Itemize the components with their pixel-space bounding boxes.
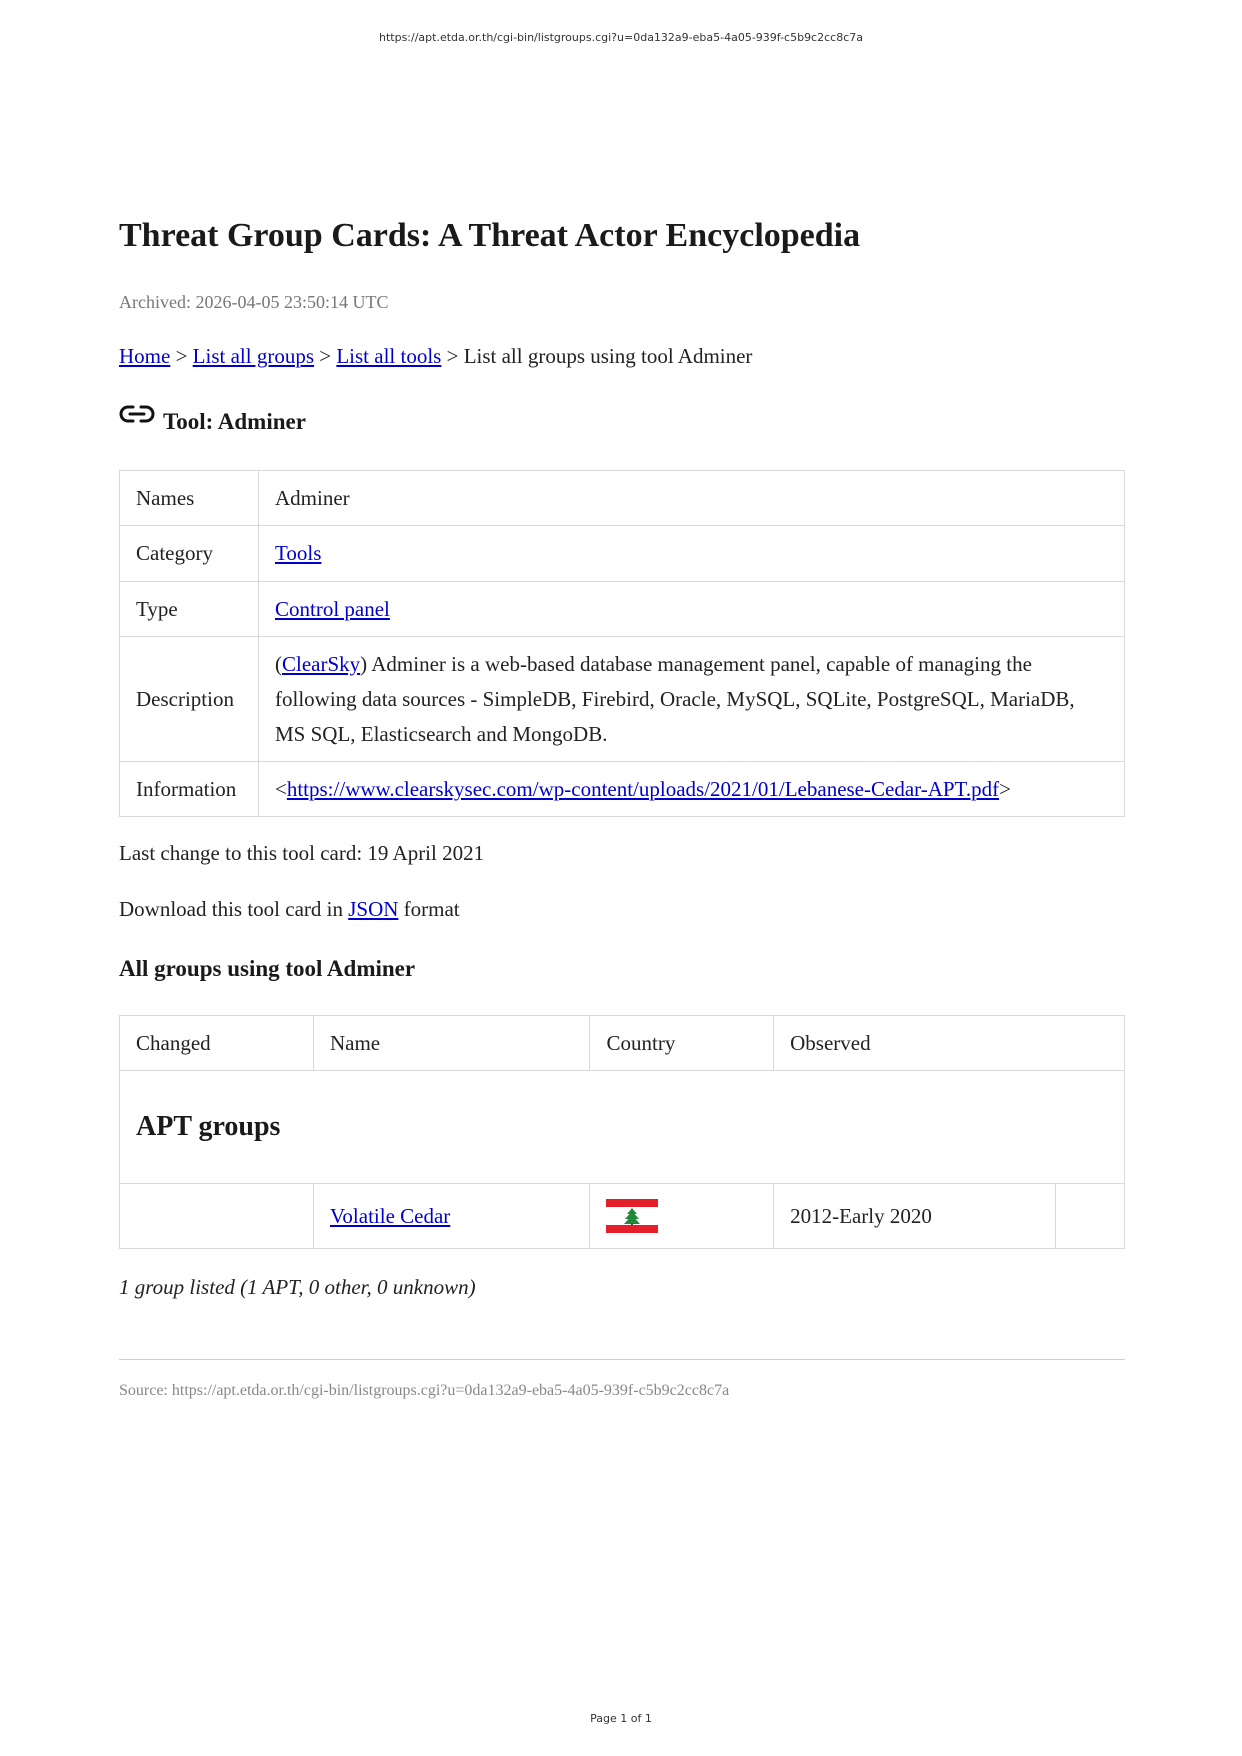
country-cell [590,1184,774,1249]
page-title: Threat Group Cards: A Threat Actor Encyclopedia [119,217,861,254]
breadcrumb-current: List all groups using tool Adminer [463,344,753,368]
breadcrumb-separator: > [446,344,459,368]
breadcrumb-list-groups-link[interactable]: List all groups [192,344,314,368]
section-row [120,1071,1125,1184]
download-line [119,895,1125,923]
tool-info-table [119,470,1125,817]
information-key: Information [120,762,259,817]
link-icon [119,402,155,426]
names-value: Adminer [259,471,1125,526]
download-prefix: Download this tool card in [119,897,343,921]
names-key: Names [120,471,259,526]
breadcrumb [119,342,1125,370]
table-row [120,1184,1125,1249]
type-cell [259,582,1125,637]
description-text: Adminer is a web-based database management panel, capable of managing the following data sources - SimpleDB, Firebird, Oracle, MySQL, SQLite, PostgreSQL, MariaDB, MS SQL, Elasticsearch and MongoDB. [275,651,1075,746]
breadcrumb-home-link[interactable]: Home [119,344,171,368]
groups-summary: 1 group listed (1 APT, 0 other, 0 unknown) [119,1275,476,1299]
extra-cell [1055,1184,1124,1249]
table-row [120,762,1125,817]
download-suffix: format [403,897,460,921]
json-download-link[interactable]: JSON [348,897,399,921]
lebanon-flag-icon [606,1199,658,1233]
table-row [120,471,1125,526]
description-cell: (ClearSky) Adminer is a web-based database management panel, capable of managing the following data sources - SimpleDB, Firebird, Oracle, MySQL, SQLite, PostgreSQL, MariaDB, MS SQL, Elasticsearch and MongoDB. [259,637,1125,762]
group-link-volatile-cedar[interactable]: Volatile Cedar [329,1203,451,1228]
category-key: Category [120,526,259,582]
page-header-url: https://apt.etda.or.th/cgi-bin/listgroups.cgi?u=0da132a9-eba5-4a05-939f-c5b9c2cc8c7a [379,31,863,44]
groups-heading: All groups using tool Adminer [119,956,416,981]
type-link[interactable]: Control panel [275,596,390,621]
description-key: Description [120,637,259,762]
changed-cell [120,1184,314,1249]
section-cell [120,1071,1125,1184]
tool-heading-text: Tool: Adminer [163,409,306,434]
tool-heading [119,404,1125,440]
column-header-name: Name [313,1016,590,1071]
name-cell [313,1184,590,1249]
groups-table [119,1015,1125,1249]
observed-cell: 2012-Early 2020 [774,1184,1056,1249]
clearsky-link[interactable]: ClearSky [282,651,361,676]
category-link[interactable]: Tools [275,541,322,565]
section-label-apt-groups: APT groups [136,1111,281,1142]
breadcrumb-separator: > [319,344,332,368]
source-url: Source: https://apt.etda.or.th/cgi-bin/listgroups.cgi?u=0da132a9-eba5-4a05-939f-c5b9c2cc8c7a [119,1382,730,1399]
divider [119,1359,1125,1360]
column-header-observed: Observed [774,1016,1125,1071]
category-cell [259,526,1125,582]
table-row [120,526,1125,582]
table-row [120,637,1125,762]
archived-timestamp: Archived: 2026-04-05 23:50:14 UTC [119,292,389,312]
column-header-country: Country [590,1016,774,1071]
breadcrumb-list-tools-link[interactable]: List all tools [336,344,442,368]
information-link[interactable]: https://www.clearskysec.com/wp-content/uploads/2021/01/Lebanese-Cedar-APT.pdf [286,776,1000,801]
table-row [120,582,1125,637]
table-header-row [120,1016,1125,1071]
type-key: Type [120,582,259,637]
main-content [119,212,1125,1402]
information-cell: <https://www.clearskysec.com/wp-content/uploads/2021/01/Lebanese-Cedar-APT.pdf> [259,762,1125,817]
breadcrumb-separator: > [175,344,188,368]
page-footer: Page 1 of 1 [590,1712,652,1725]
column-header-changed: Changed [120,1016,314,1071]
last-change-text: Last change to this tool card: 19 April 2021 [119,841,485,865]
